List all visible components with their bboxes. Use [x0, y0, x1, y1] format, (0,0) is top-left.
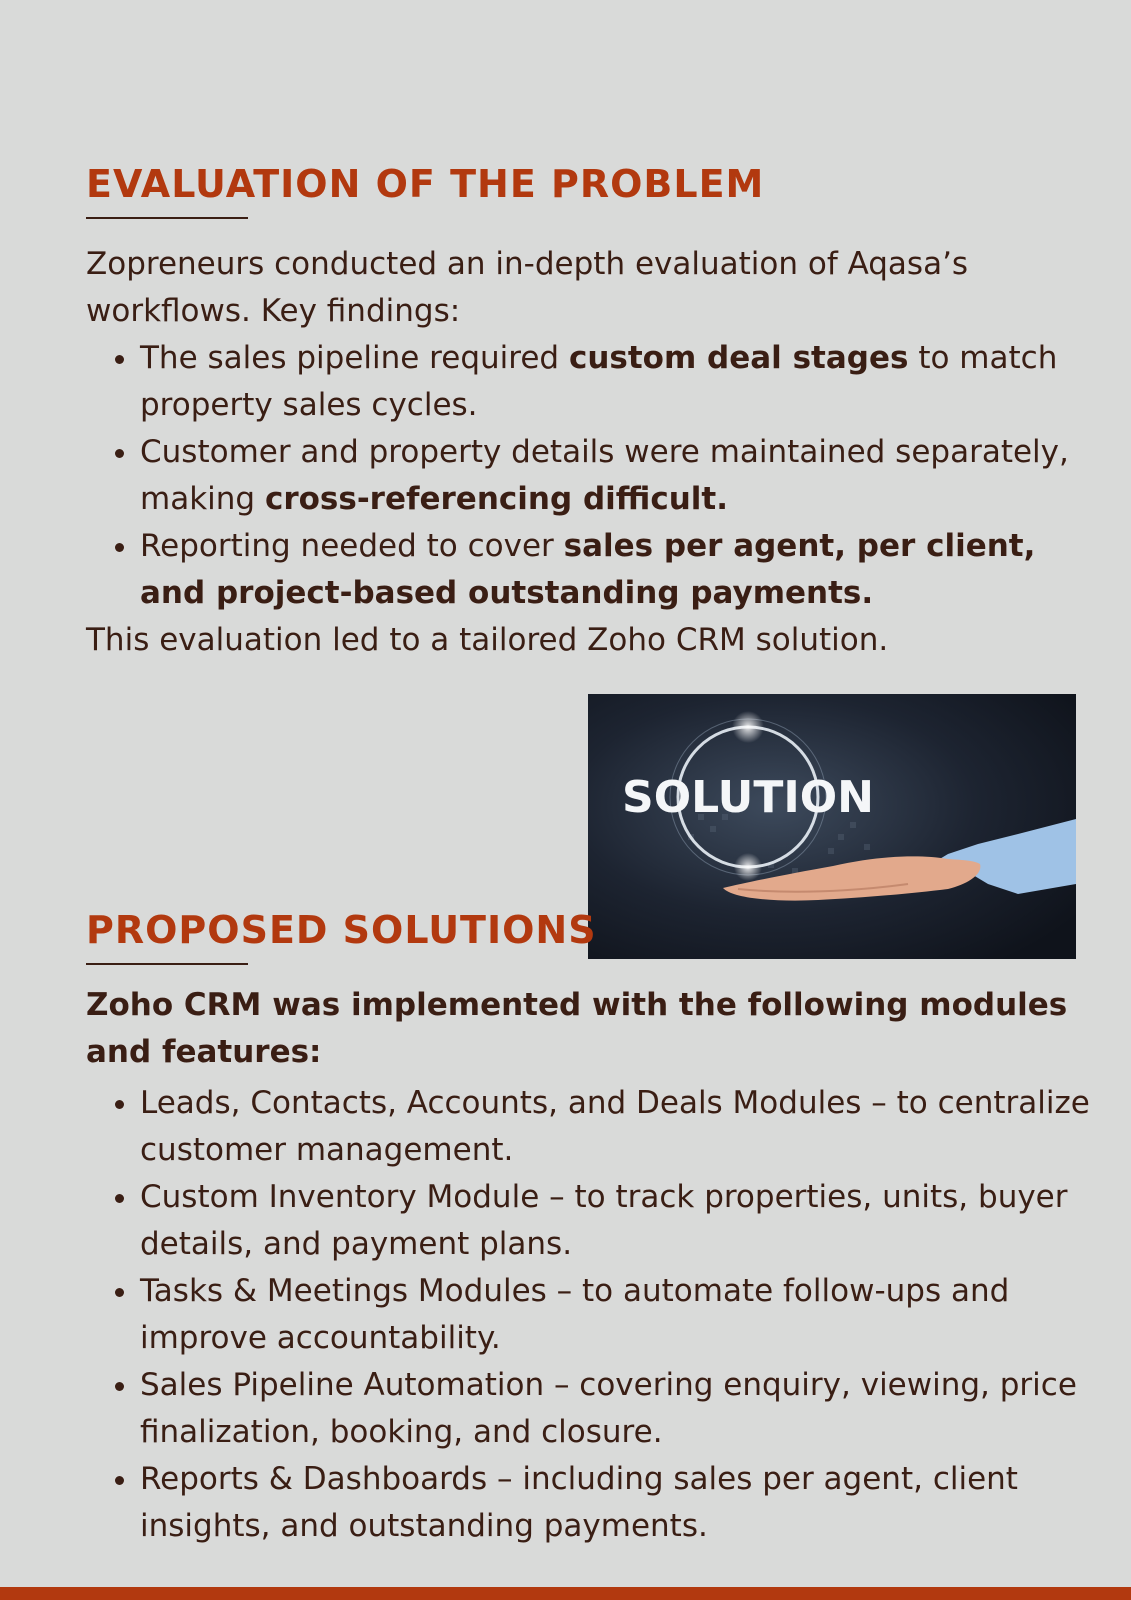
evaluation-heading-underline: [86, 217, 248, 219]
solution-item: • Reports & Dashboards – including sales per agent, client insights, and outstanding payments.: [140, 1456, 1096, 1550]
finding-item: • Reporting needed to cover sales per agent, per client, and project-based outstanding payments.: [140, 523, 1096, 617]
solution-item: • Leads, Contacts, Accounts, and Deals Modules – to centralize customer management.: [140, 1080, 1096, 1174]
solution-item: • Tasks & Meetings Modules – to automate follow-ups and improve accountability.: [140, 1268, 1096, 1362]
finding-item: • Customer and property details were maintained separately, making cross-referencing difficult.: [140, 429, 1096, 523]
solutions-heading: PROPOSED SOLUTIONS: [86, 908, 597, 952]
bottom-accent-bar: [0, 1587, 1131, 1600]
evaluation-intro: Zopreneurs conducted an in-depth evaluation of Aqasa’s workflows. Key findings:: [86, 246, 969, 329]
finding-item: • The sales pipeline required custom deal stages to match property sales cycles.: [140, 335, 1096, 429]
solutions-list: [86, 1080, 1096, 1550]
hand-presenting-solution-icon: [588, 694, 1076, 959]
evaluation-conclusion: This evaluation led to a tailored Zoho CRM solution.: [86, 622, 889, 658]
solutions-heading-underline: [86, 963, 248, 965]
solution-photo-text: SOLUTION: [622, 772, 874, 823]
solution-item: • Sales Pipeline Automation – covering enquiry, viewing, price finalization, booking, and closure.: [140, 1362, 1096, 1456]
findings-list: [86, 335, 1096, 617]
solutions-intro: Zoho CRM was implemented with the following modules and features:: [86, 987, 1068, 1070]
solution-item: • Custom Inventory Module – to track properties, units, buyer details, and payment plans.: [140, 1174, 1096, 1268]
evaluation-heading: EVALUATION OF THE PROBLEM: [86, 162, 765, 206]
solution-photo: [588, 694, 1076, 959]
